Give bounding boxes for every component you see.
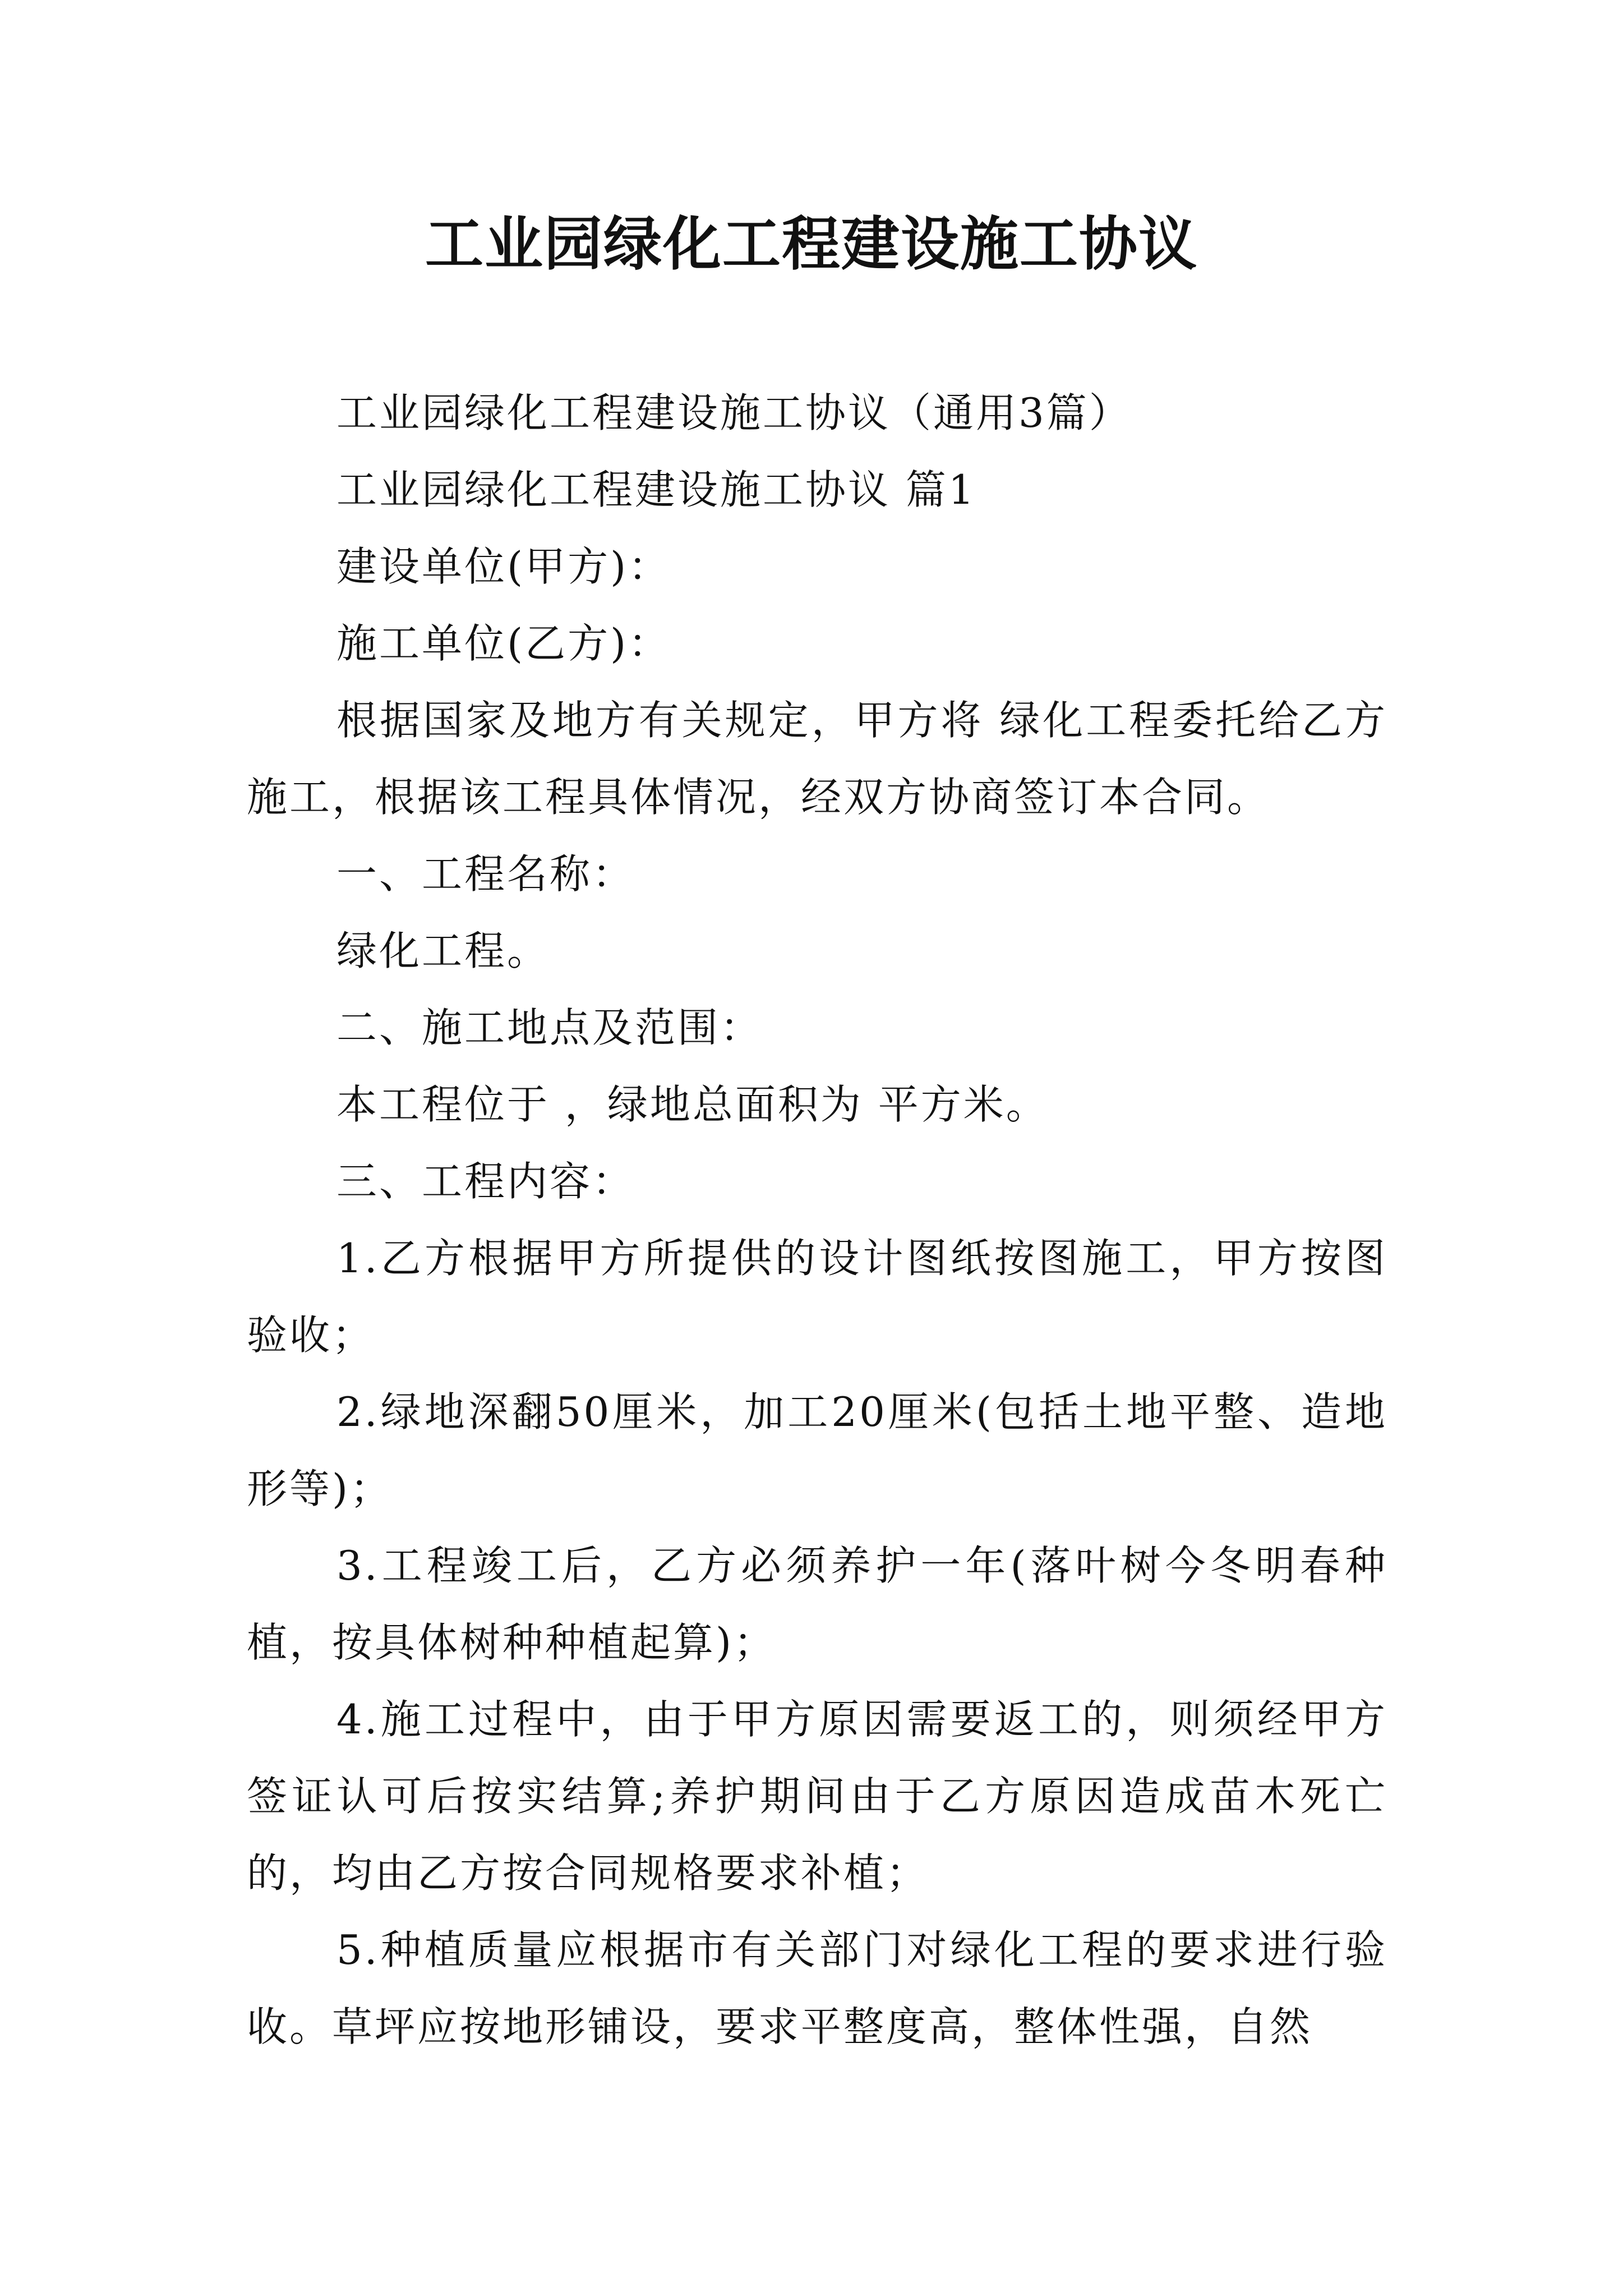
paragraph-item-3: 3.工程竣工后，乙方必须养护一年(落叶树今冬明春种植，按具体树种种植起算)； bbox=[247, 1542, 1387, 1666]
paragraph-item-1: 1.乙方根据甲方所提供的设计图纸按图施工，甲方按图验收； bbox=[247, 1235, 1387, 1359]
paragraph-party-b: 施工单位(乙方)： bbox=[336, 620, 671, 667]
paragraph-item-4: 4.施工过程中，由于甲方原因需要返工的，则须经甲方签证认可后按实结算;养护期间由于乙方原因造成苗木死亡的，均由乙方按合同规格要求补植； bbox=[247, 1696, 1387, 1897]
paragraph-heading-location: 二、施工地点及范围： bbox=[336, 1004, 763, 1051]
paragraph-project-name: 绿化工程。 bbox=[336, 927, 550, 974]
paragraph-heading-project-name: 一、工程名称： bbox=[336, 850, 635, 898]
paragraph-item-5: 5.种植质量应根据市有关部门对绿化工程的要求进行验收。草坪应按地形铺设，要求平整度高，整体性强，自然 bbox=[247, 1926, 1387, 2050]
paragraph-section-heading: 工业园绿化工程建设施工协议 篇1 bbox=[336, 466, 976, 513]
paragraph-subtitle: 工业园绿化工程建设施工协议（通用3篇） bbox=[336, 389, 1132, 436]
paragraph-heading-content: 三、工程内容： bbox=[336, 1158, 635, 1205]
paragraph-item-2: 2.绿地深翻50厘米，加工20厘米(包括土地平整、造地形等)； bbox=[247, 1388, 1387, 1512]
paragraph-location: 本工程位于 ，绿地总面积为 平方米。 bbox=[336, 1081, 1049, 1128]
paragraph-intro: 根据国家及地方有关规定，甲方将 绿化工程委托给乙方施工，根据该工程具体情况，经双方协商签订本合同。 bbox=[247, 697, 1387, 821]
document-body bbox=[247, 375, 1387, 2065]
paragraph-party-a: 建设单位(甲方)： bbox=[336, 543, 671, 590]
document-title: 工业园绿化工程建设施工协议 bbox=[425, 209, 1198, 278]
